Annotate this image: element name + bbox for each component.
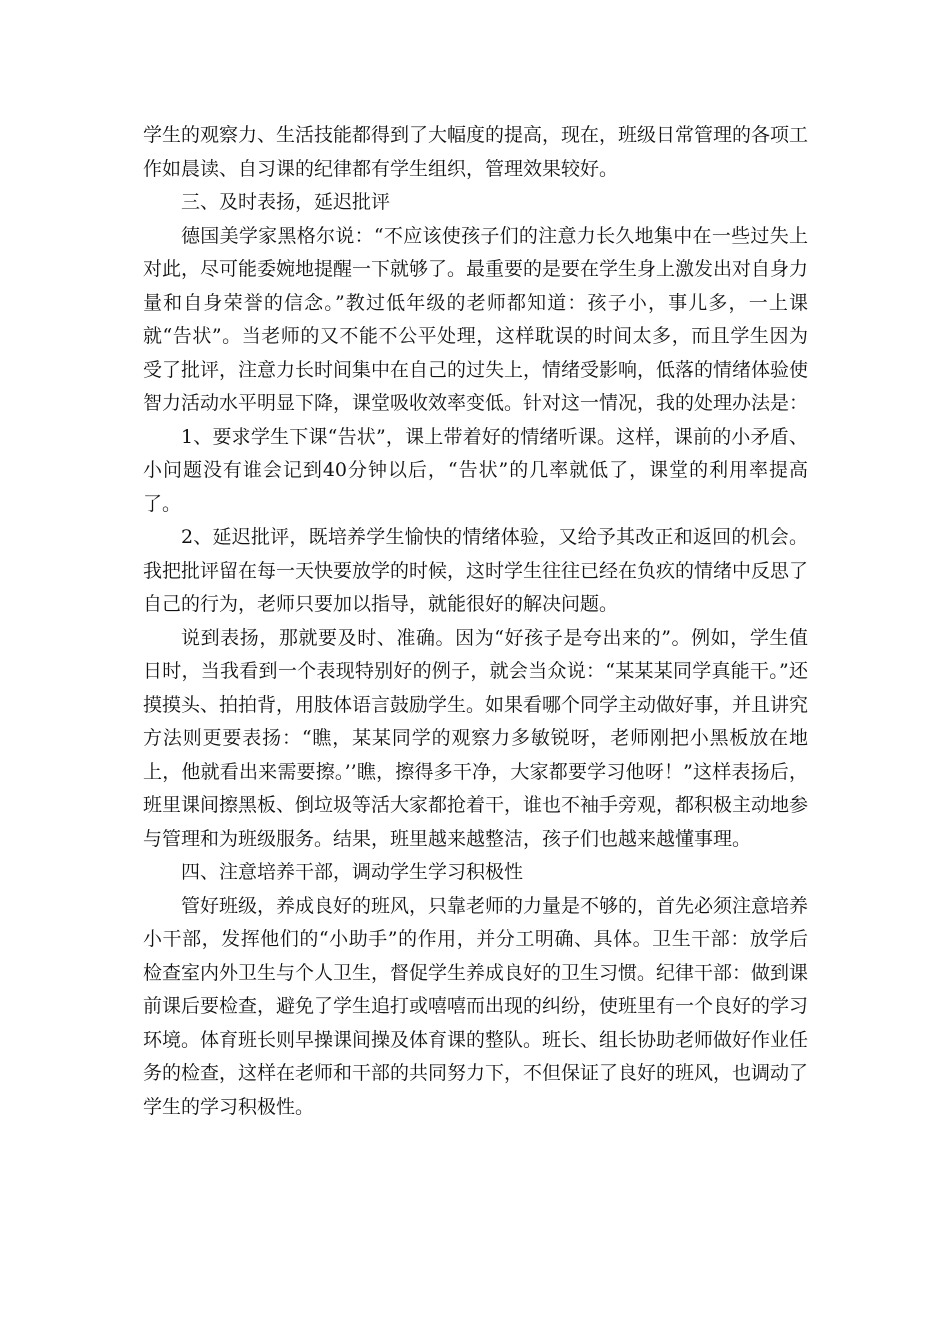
- section-heading-3: 三、及时表扬，延迟批评: [181, 191, 391, 213]
- paragraph-method-1: 1、要求学生下课“告状”，课上带着好的情绪听课。这样，课前的小矛盾、小问题没有谁会记到40分钟以后，“告状”的几率就低了，课堂的利用率提高了。: [143, 425, 808, 515]
- paragraph-continuation: 学生的观察力、生活技能都得到了大幅度的提高，现在，班级日常管理的各项工作如晨读、自习课的纪律都有学生组织，管理效果较好。: [143, 124, 809, 180]
- paragraph-class-cadres: 管好班级，养成良好的班风，只靠老师的力量是不够的，首先必须注意培养小干部，发挥他们的“小助手”的作用，并分工明确、具体。卫生干部：放学后检查室内外卫生与个人卫生，督促学生养成良好的卫生习惯。纪律干部：做到课前课后要检查，避免了学生追打或嘻嘻而出现的纠纷，使班里有一个良好的学习环境。体育班长则早操课间操及体育课的整队。班长、组长协助老师做好作业任务的检查，这样在老师和干部的共同努力下，不但保证了良好的班风，也调动了学生的学习积极性。: [143, 894, 809, 1118]
- paragraph-hegel-quote: 德国美学家黑格尔说：“不应该使孩子们的注意力长久地集中在一些过失上对此，尽可能委婉地提醒一下就够了。最重要的是要在学生身上激发出对自身力量和自身荣誉的信念。”教过低年级的老师都知道：孩子小，事儿多，一上课就“告状”。当老师的又不能不公平处理，这样耽误的时间太多，而且学生因为受了批评，注意力长时间集中在自己的过失上，情绪受影响，低落的情绪体验使智力活动水平明显下降，课堂吸收效率变低。针对这一情况，我的处理办法是：: [143, 224, 809, 414]
- document-body: [143, 119, 808, 1124]
- section-heading-4: 四、注意培养干部，调动学生学习积极性: [181, 861, 524, 883]
- paragraph-method-2: 2、延迟批评，既培养学生愉快的情绪体验，又给予其改正和返回的机会。我把批评留在每一天快要放学的时候，这时学生往往已经在负疚的情绪中反思了自己的行为，老师只要加以指导，就能很好的解决问题。: [143, 526, 809, 615]
- paragraph-praise: 说到表扬，那就要及时、准确。因为“好孩子是夸出来的”。例如，学生值日时，当我看到一个表现特别好的例子，就会当众说：“某某某同学真能干。”还摸摸头、拍拍背，用肢体语言鼓励学生。如果看哪个同学主动做好事，并且讲究方法则更要表扬：“瞧，某某同学的观察力多敏锐呀，老师刚把小黑板放在地上，他就看出来需要擦。’’瞧，擦得多干净，大家都要学习他呀！”这样表扬后，班里课间擦黑板、倒垃圾等活大家都抢着干，谁也不袖手旁观，都积极主动地参与管理和为班级服务。结果，班里越来越整洁，孩子们也越来越懂事理。: [143, 626, 809, 850]
